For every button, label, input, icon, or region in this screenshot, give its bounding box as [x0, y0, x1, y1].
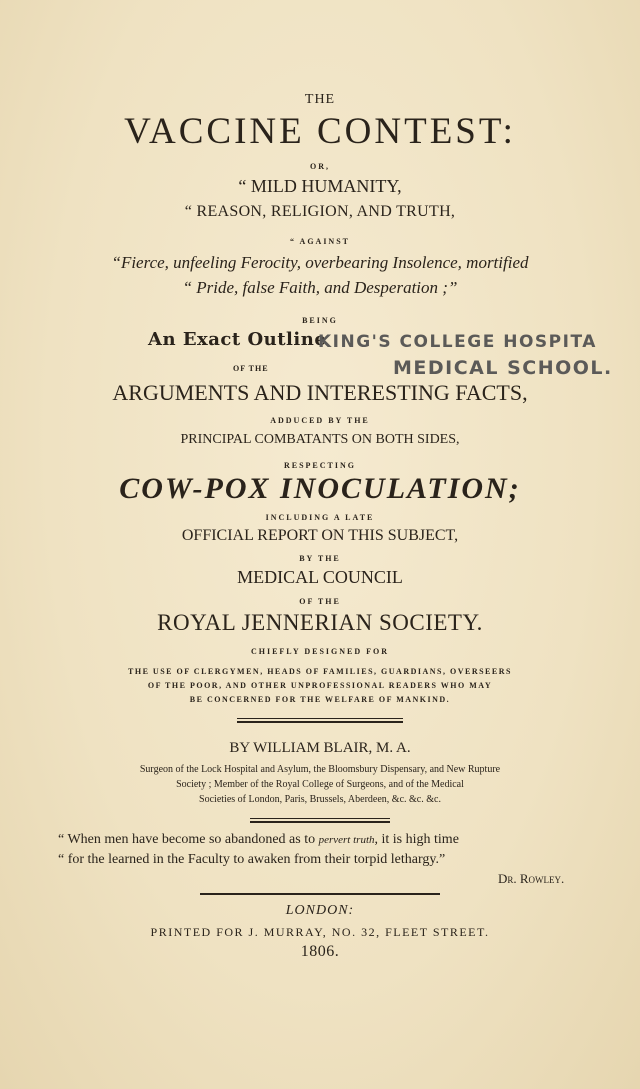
imprint-year: 1806. — [300, 943, 340, 960]
use-line-3: BE CONCERNED FOR THE WELFARE OF MANKIND. — [189, 695, 451, 704]
including-line: INCLUDING A LATE — [265, 513, 375, 522]
quote-line-2: “ for the learned in the Faculty to awaken from their torpid lethargy.” — [58, 852, 446, 867]
fierce-line: “Fierce, unfeeling Ferocity, overbearing Insolence, mortified — [111, 253, 529, 272]
imprint-printer: PRINTED FOR J. MURRAY, NO. 32, FLEET STREET. — [150, 925, 490, 939]
chiefly-line: CHIEFLY DESIGNED FOR — [250, 647, 390, 656]
principal-line: PRINCIPAL COMBATANTS ON BOTH SIDES, — [180, 432, 460, 447]
rule-1a — [237, 718, 403, 719]
rule-3 — [200, 893, 440, 895]
quote-line-1 — [58, 832, 459, 848]
use-line-1: THE USE OF CLERGYMEN, HEADS OF FAMILIES, GUARDIANS, OVERSEERS — [128, 667, 512, 676]
quote-text-1a: “ When men have become so abandoned as to — [58, 832, 319, 847]
by-the-line: BY THE — [299, 554, 341, 563]
pride-line: “ Pride, false Faith, and Desperation ;” — [182, 278, 458, 297]
imprint-city: LONDON: — [285, 903, 355, 918]
adduced-line: ADDUCED BY THE — [270, 416, 370, 425]
against-line: “ AGAINST — [289, 237, 350, 246]
official-line: OFFICIAL REPORT ON THIS SUBJECT, — [181, 527, 459, 544]
quote-attribution: Dr. Rowley. — [498, 871, 565, 886]
library-stamp-line2: MEDICAL SCHOOL. — [393, 357, 613, 379]
rule-1b — [237, 721, 403, 723]
medical-council: MEDICAL COUNCIL — [237, 567, 403, 587]
of-the-line: OF THE — [233, 364, 269, 373]
author-desc-2: Society ; Member of the Royal College of Surgeons, and of the Medical — [176, 779, 464, 790]
main-title: VACCINE CONTEST: — [124, 111, 516, 152]
arguments-line: ARGUMENTS AND INTERESTING FACTS, — [112, 380, 528, 405]
library-stamp-line1: KING'S COLLEGE HOSPITA — [318, 332, 597, 352]
rule-2a — [250, 818, 390, 819]
author-line: BY WILLIAM BLAIR, M. A. — [229, 740, 411, 756]
quote-emphasis: pervert truth — [318, 834, 375, 846]
rule-2b — [250, 821, 390, 823]
respecting-line: RESPECTING — [283, 461, 356, 470]
exact-outline: An Exact Outline — [148, 329, 327, 350]
use-line-2: OF THE POOR, AND OTHER UNPROFESSIONAL READERS WHO MAY — [147, 681, 493, 690]
being-line: BEING — [302, 316, 338, 325]
cowpox-title: COW-POX INOCULATION; — [119, 472, 521, 505]
author-desc-3: Societies of London, Paris, Brussels, Aberdeen, &c. &c. &c. — [199, 794, 441, 805]
mild-humanity: “ MILD HUMANITY, — [238, 176, 402, 196]
of-the-line-2: OF THE — [299, 597, 341, 606]
title-the: THE — [304, 92, 336, 107]
quote-text-1c: , it is high time — [374, 832, 459, 847]
jennerian-society: ROYAL JENNERIAN SOCIETY. — [157, 610, 483, 635]
or-line: OR, — [310, 162, 330, 171]
author-desc-1: Surgeon of the Lock Hospital and Asylum, the Bloomsbury Dispensary, and New Rupture — [139, 764, 501, 775]
reason-religion-truth: “ REASON, RELIGION, AND TRUTH, — [184, 203, 456, 220]
